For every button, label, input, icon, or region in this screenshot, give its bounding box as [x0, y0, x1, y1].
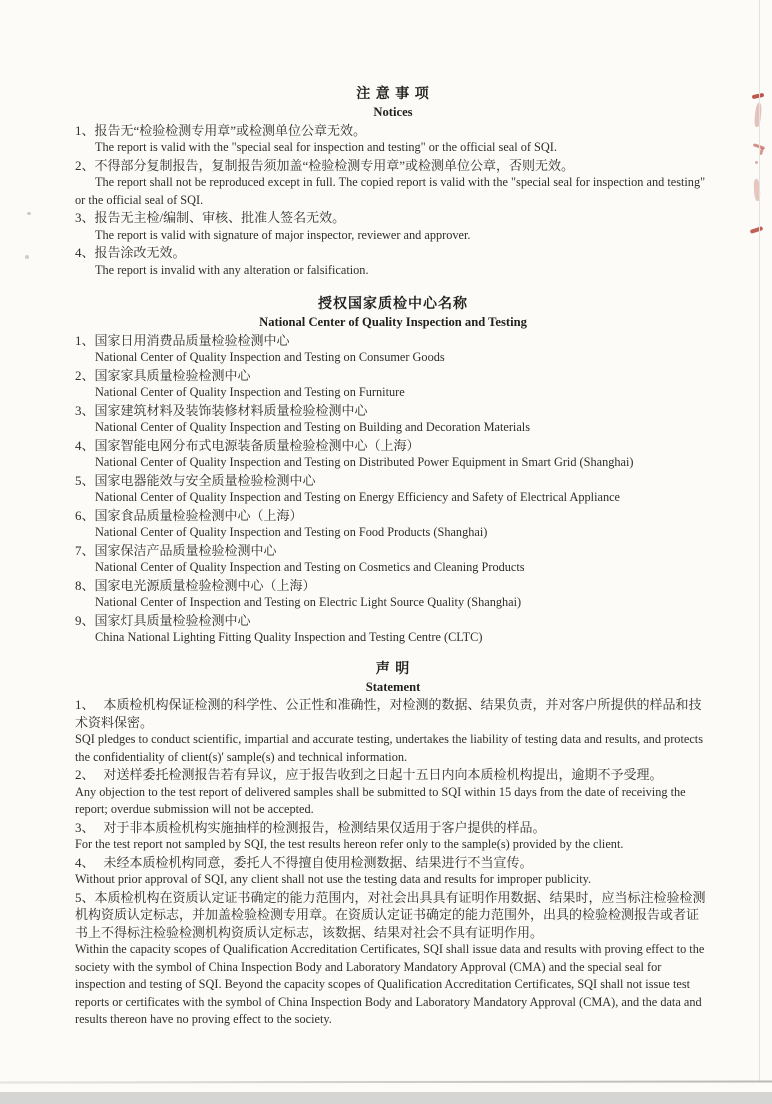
statement-text-zh: 对送样委托检测报告若有异议，应于报告收到之日起十五日内向本质检机构提出，逾期不予受理。 — [103, 767, 663, 782]
center-name-zh: 国家食品质量检验检测中心（上海） — [94, 507, 303, 523]
page-text-block — [75, 86, 711, 1029]
statement-text-zh: 未经本质检机构同意，委托人不得擅自使用检测数据、结果进行不当宣传。 — [103, 854, 533, 870]
section-statement — [75, 661, 711, 1029]
item-number: 3、 — [75, 402, 95, 418]
item-number: 8、 — [75, 577, 95, 593]
center-name-zh: 国家日用消费品质量检验检测中心 — [94, 332, 290, 348]
notice-item-en: The report is valid with the "special seal for inspection and testing" or the official seal of SQI. — [95, 140, 557, 154]
item-number: 3、 — [75, 819, 95, 835]
statement-item — [75, 696, 711, 766]
page-bottom-edge — [0, 1080, 772, 1083]
statement-text-zh: 本质检机构在资质认定证书确定的能力范围内，对社会出具具有证明作用数据、结果时，应当标注检验检测机构资质认定标志，并加盖检验检测专用章。在资质认定证书确定的能力范围外，出具的检验检测报告或者证书上不得标注检验检测机构资质认定标志，该数据、结果对社会不具有证明作用。 — [75, 889, 706, 940]
statement-text-zh: 本质检机构保证检测的科学性、公正性和准确性，对检测的数据、结果负责，并对客户所提供的样品和技术资料保密。 — [75, 697, 702, 730]
item-text-zh: 不得部分复制报告，复制报告须加盖“检验检测专用章”或检测单位公章，否则无效。 — [94, 157, 575, 173]
center-name-zh: 国家建筑材料及装饰装修材料质量检验检测中心 — [94, 402, 368, 418]
center-name-zh: 国家家具质量检验检测中心 — [94, 367, 251, 383]
center-name-en: National Center of Quality Inspection and Testing on Building and Decoration Materials — [95, 420, 531, 434]
item-number: 1、 — [75, 697, 95, 712]
item-number: 9、 — [75, 612, 95, 628]
center-name-en: National Center of Quality Inspection and Testing on Energy Efficiency and Safety of Electrical Appliance — [95, 490, 621, 504]
center-name-en: National Center of Quality Inspection and Testing on Cosmetics and Cleaning Products — [95, 560, 525, 574]
center-name-en: China National Lighting Fitting Quality Inspection and Testing Centre (CLTC) — [95, 630, 483, 644]
center-item — [75, 367, 711, 402]
statement-text-en: Any objection to the test report of delivered samples shall be submitted to SQI within 15 days from the date of receiving the report; overdue submission will not be accepted. — [75, 784, 686, 816]
statement-title-zh: 声 明 — [375, 661, 411, 677]
notice-item-zh — [75, 209, 711, 227]
notice-item-en: The report is invalid with any alteration or falsification. — [95, 262, 369, 277]
item-number: 2、 — [75, 367, 95, 383]
item-number: 4、 — [75, 437, 95, 453]
notice-item — [75, 209, 711, 244]
statement-item — [75, 819, 711, 854]
statement-item — [75, 889, 711, 1029]
notice-item — [75, 244, 711, 279]
item-number: 7、 — [75, 542, 95, 558]
center-item — [75, 542, 711, 577]
center-name-zh: 国家保洁产品质量检验检测中心 — [94, 542, 277, 558]
center-name-zh: 国家灯具质量检验检测中心 — [94, 612, 251, 628]
statement-text-en: Within the capacity scopes of Qualification Accreditation Certificates, SQI shall issue data and results with proving effect to the society with the symbol of China Inspection Body and Laboratory Mandatory Approval (CMA) and the special seal for inspection and testing of SQI. Beyond the capacity scopes of Qualification Accreditation Certificates, SQI shall not issue test reports or certificates with the symbol of China Inspection Body and Laboratory Mandatory Approval (CMA), and the data and results thereon have no proving effect to the society. — [75, 942, 705, 1026]
item-number: 6、 — [75, 507, 95, 523]
center-name-en: National Center of Quality Inspection and Testing on Consumer Goods — [95, 350, 445, 364]
scan-speck — [27, 212, 31, 215]
notice-item-en: The report is valid with signature of major inspector, reviewer and approver. — [95, 227, 471, 242]
centers-title-en: National Center of Quality Inspection and Testing — [259, 315, 527, 329]
item-number: 5、 — [75, 472, 95, 488]
notice-item — [75, 157, 711, 210]
section-national-centers — [75, 296, 711, 647]
red-ink-mark — [755, 161, 758, 164]
item-text-zh: 报告涂改无效。 — [94, 245, 186, 260]
statement-text-en: For the test report not sampled by SQI, the test results hereon refer only to the sample(s) provided by the client. — [75, 837, 624, 851]
item-number: 4、 — [75, 245, 95, 260]
red-ink-mark — [754, 103, 762, 127]
item-number: 2、 — [75, 157, 95, 173]
statement-title-en: Statement — [365, 679, 421, 694]
item-number: 2、 — [75, 767, 95, 782]
statement-text-en: Without prior approval of SQI, any client shall not use the testing data and results for improper publicity. — [75, 872, 592, 886]
notices-title-en: Notices — [373, 105, 413, 119]
item-text-zh: 报告无“检验检测专用章”或检测单位公章无效。 — [94, 122, 367, 138]
center-item — [75, 612, 711, 647]
center-name-en: National Center of Quality Inspection and Testing on Furniture — [95, 385, 405, 399]
scan-speck — [25, 255, 29, 259]
notice-item-zh — [75, 244, 711, 262]
statement-text-en: SQI pledges to conduct scientific, impartial and accurate testing, undertakes the liability of testing data and results, and protects the confidentiality of client(s)' sample(s) and technical information. — [75, 732, 703, 764]
center-name-zh: 国家智能电网分布式电源装备质量检验检测中心（上海） — [94, 437, 420, 453]
notices-title-zh: 注 意 事 项 — [356, 87, 430, 102]
scanner-background-strip — [0, 1092, 772, 1104]
item-number: 4、 — [75, 854, 95, 870]
notice-item-en: The report shall not be reproduced except in full. The copied report is valid with the "special seal for inspection and testing" or the official seal of SQI. — [75, 175, 706, 207]
item-text-zh: 报告无主检/编制、审核、批准人签名无效。 — [94, 210, 346, 225]
center-item — [75, 577, 711, 612]
center-item — [75, 437, 711, 472]
centers-title-zh: 授权国家质检中心名称 — [318, 297, 468, 312]
red-ink-mark — [750, 226, 764, 234]
center-item — [75, 332, 711, 367]
center-name-zh: 国家电光源质量检验检测中心（上海） — [94, 577, 316, 593]
center-name-en: National Center of Quality Inspection and Testing on Food Products (Shanghai) — [95, 525, 488, 539]
item-number: 5、 — [75, 889, 95, 905]
statement-text-zh: 对于非本质检机构实施抽样的检测报告，检测结果仅适用于客户提供的样品。 — [103, 819, 546, 835]
statement-item — [75, 854, 711, 889]
notice-item-zh — [75, 122, 711, 140]
item-number: 3、 — [75, 210, 95, 225]
notice-item-zh — [75, 157, 711, 175]
red-ink-mark — [752, 93, 765, 99]
page-right-edge — [759, 0, 760, 1082]
statement-item — [75, 766, 711, 819]
section-notices — [75, 86, 711, 279]
notice-item — [75, 122, 711, 157]
center-name-zh: 国家电器能效与安全质量检验检测中心 — [94, 472, 316, 488]
center-item — [75, 402, 711, 437]
item-number: 1、 — [75, 332, 95, 348]
center-name-en: National Center of Quality Inspection and Testing on Distributed Power Equipment in Smart Grid (Shanghai) — [95, 455, 634, 469]
item-number: 1、 — [75, 122, 95, 138]
center-item — [75, 507, 711, 542]
center-item — [75, 472, 711, 507]
center-name-en: National Center of Inspection and Testing on Electric Light Source Quality (Shanghai) — [95, 595, 522, 609]
